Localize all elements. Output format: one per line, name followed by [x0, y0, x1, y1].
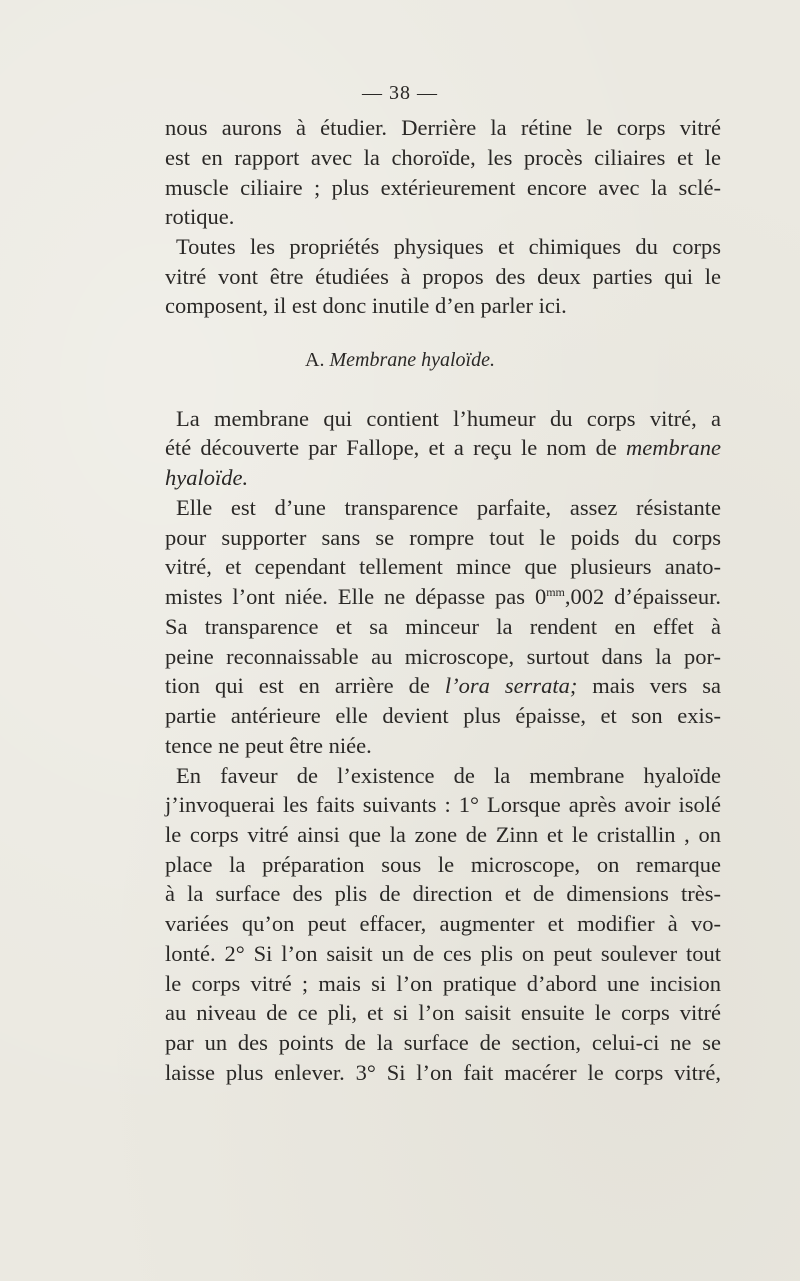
- text-line: La membrane qui contient l’humeur du corps vitré, a: [176, 406, 721, 431]
- text-line: variées qu’on peut effacer, augmenter et modifier à vo-: [165, 911, 721, 936]
- text-line: [165, 582, 721, 612]
- text-line: tence ne peut être niée.: [165, 733, 372, 758]
- text-line: au niveau de ce pli, et si l’on saisit ensuite le corps vitré: [165, 1000, 721, 1025]
- text-line: le corps vitré ; mais si l’on pratique d’abord une incision: [165, 971, 721, 996]
- text-line: [165, 433, 721, 463]
- text-line: Toutes les propriétés physiques et chimiques du corps: [176, 234, 721, 259]
- text-line: Sa transparence et sa minceur la rendent en effet à: [165, 614, 721, 639]
- text-line: Elle est d’une transparence parfaite, assez résistante: [176, 495, 721, 520]
- italic-term: hyaloïde.: [165, 465, 249, 490]
- unit-superscript: mm: [546, 585, 565, 599]
- italic-term: membrane: [626, 435, 721, 460]
- text-line: En faveur de l’existence de la membrane hyaloïde: [176, 763, 721, 788]
- italic-term: l’ora serrata;: [444, 673, 578, 698]
- text-line: vitré vont être étudiées à propos des deux parties qui le: [165, 264, 721, 289]
- text-line: [165, 463, 721, 493]
- text-span: ,002 d’épaisseur.: [564, 584, 722, 609]
- text-line: laisse plus enlever. 3° Si l’on fait macérer le corps vitré,: [165, 1060, 721, 1085]
- text-line: le corps vitré ainsi que la zone de Zinn et le cristallin , on: [165, 822, 721, 847]
- text-line: place la préparation sous le microscope, on remarque: [165, 852, 721, 877]
- text-line: vitré, et cependant tellement mince que plusieurs anato-: [165, 554, 721, 579]
- text-line: pour supporter sans se rompre tout le poids du corps: [165, 525, 721, 550]
- text-line: [165, 671, 721, 701]
- text-line: est en rapport avec la choroïde, les procès ciliaires et le: [165, 145, 721, 170]
- text-line: j’invoquerai les faits suivants : 1° Lorsque après avoir isolé: [165, 792, 721, 817]
- section-title: Membrane hyaloïde.: [329, 349, 495, 371]
- text-line: muscle ciliaire ; plus extérieurement encore avec la sclé-: [165, 175, 721, 200]
- text-span: mais vers sa: [592, 673, 721, 698]
- section-number: A.: [305, 349, 325, 371]
- text-line: partie antérieure elle devient plus épaisse, et son exis-: [165, 703, 721, 728]
- page-number: — 38 —: [362, 82, 438, 104]
- text-line: lonté. 2° Si l’on saisit un de ces plis on peut soulever tout: [165, 941, 721, 966]
- text-line: à la surface des plis de direction et de dimensions très-: [165, 881, 721, 906]
- text-line: composent, il est donc inutile d’en parler ici.: [165, 293, 567, 318]
- text-line: nous aurons à étudier. Derrière la rétine le corps vitré: [165, 115, 721, 140]
- text-span: mistes l’ont niée. Elle ne dépasse pas 0: [165, 584, 547, 609]
- section-heading: [0, 349, 800, 372]
- text-span: été découverte par Fallope, et a reçu le nom de: [165, 435, 617, 460]
- text-span: tion qui est en arrière de: [165, 673, 430, 698]
- text-line: par un des points de la surface de section, celui-ci ne se: [165, 1030, 721, 1055]
- text-line: peine reconnaissable au microscope, surtout dans la por-: [165, 644, 721, 669]
- text-line: rotique.: [165, 204, 235, 229]
